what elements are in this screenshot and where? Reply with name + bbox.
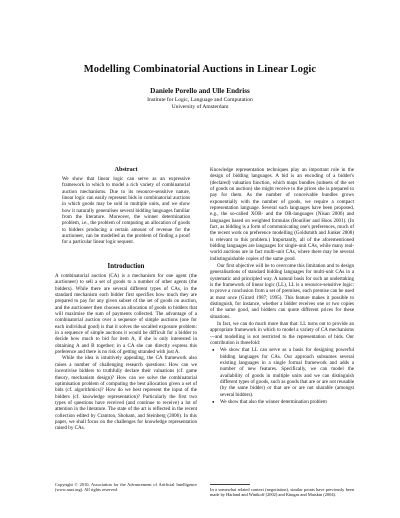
abstract-body <box>62 176 190 246</box>
copyright-notice: Copyright © 2010, Association for the Advancement of Artificial Intelligence (www.aaai.org). All rights reserved. <box>55 482 197 493</box>
paper-title: Modelling Combinatorial Auctions in Linear Logic <box>83 64 317 75</box>
affiliation-line-2: University of Amsterdam <box>171 104 229 110</box>
affiliation-line-1: Institute for Logic, Language and Computation <box>147 97 253 103</box>
footnote-rule <box>210 484 250 485</box>
contribution-list <box>210 347 354 405</box>
right-column-body <box>210 167 354 406</box>
contribution-item-2: ● We show that also the winner determination problem <box>220 399 354 405</box>
abstract-heading: Abstract <box>114 166 138 173</box>
paper-authors: Daniele Porello and Ulle Endriss <box>150 87 250 95</box>
footnote: In a somewhat related context (negotiation), similar points have previously been made by Harland and Winikoff (2002) and Küngas and Matskin (2004). <box>210 487 354 498</box>
introduction-heading: Introduction <box>107 263 145 270</box>
contribution-item-1: ● We show that LL can serve as a basis for designing powerful bidding languages for CAs. Our approach subsumes several existing languages in a single formal framework and adds a number of new features. Specifically, we can model the availability of goods in multiple units and we can distinguish different types of goods, such as goods that are or are not reusable (by the same bidder) or that are or are not sharable (amongst several bidders). <box>220 347 354 398</box>
abstract-text: We show that linear logic can serve as an expressive framework in which to model a rich variety of combinatorial auction mechanisms. Due to its resource-sensitive nature, linear logic can easily represent bids in combinatorial auctions in which goods may be sold in multiple units, and we show how it naturally generalises several bidding languages familiar from the literature. Moreover, the winner determination problem, i.e., the problem of computing an allocation of goods to bidders producing a certain amount of revenue for the auctioneer, can be modelled as the problem of finding a proof for a particular linear logic sequent. <box>62 176 190 246</box>
right-paragraph-2: Our first objective will be to overcome this limitation and to design generalisations of standard bidding languages for multi-unit CAs in a systematic and principled way. A natural basis for such an undertaking is the framework of linear logic (LL), LL is a resource-sensitive logic: to prove a conclusion from a set of premises, each premise can be used at most once (Girard 1987; 1995). This feature makes it possible to distinguish, for instance, whether a bidder receives one or two copies of the same good, and bidders can quote different prices for these situations. <box>210 262 354 320</box>
introduction-paragraph-2: While the idea is intuitively appealing, the CA framework also raises a number of challenging research questions: How can we incentivise bidders to truthfully declare their valuations (cf. game theory, mechanism design)? How can we solve the combinatorial optimisation problem of computing the best allocation given a set of bids (cf. algorithmics)? How do we best represent the input of the bidders (cf. knowledge representation)? Particularly the first two types of questions have received (and continue to receive) a lot of attention in the literature. The state of the art is reflected in the recent collection edited by Cramton, Shoham, and Steinberg (2006). In this paper, we shall focus on the challenges for knowledge representation raised by CAs. <box>55 355 197 432</box>
right-paragraph-3: In fact, we can do much more than that: LL turns out to provide an appropriate framework in which to model a variety of CA mechanisms—and modelling is not restricted to the representation of bids. Our contribution is threefold: <box>210 320 354 346</box>
introduction-body <box>55 273 197 432</box>
right-paragraph-1: Knowledge representation techniques play an important role in the design of bidding languages. A bid is an encoding of a bidder's (declared) valuation function, which maps bundles (subsets of the set of goods on auction) she might receive to the prices she is prepared to pay for them. As the number of conceivable bundles grows exponentially with the number of goods, we require a compact representation language. Several such languages have been proposed, e.g., the so-called XOR- and the OR-languages (Nisan 2006) and languages based on weighted formulas (Boutilier and Hoos 2001). (In fact, as bidding is a form of communicating one's preferences, much of the recent work on preference modelling (Goldsmith and Junker 2008) is relevant to this problem.) Importantly, all of the aforementioned bidding languages are languages for single-unit CAs, while many real-world auctions are in fact multi-unit CAs, where there may be several indistinguishable copies of the same good. <box>210 167 354 262</box>
introduction-paragraph-1: A combinatorial auction (CA) is a mechanism for one agent (the auctioneer) to sell a set of goods to a number of other agents (the bidders). While there are several different types of CAs, in the standard mechanism each bidder first specifies how much they are prepared to pay for any given subset of the set of goods on auction, and the auctioneer then chooses an allocation of goods to bidders that will maximise the sum of payments collected. The advantage of a combinatorial auction over a sequence of simple auctions (one for each individual good) is that it solves the socalled exposure problem: in a sequence of simple auctions it would be difficult for a bidder to decide how much to bid for item A, if she is only interested in obtaining A and B together; in a CA she can directly express this preference and there is no risk of getting stranded with just A. <box>55 273 197 356</box>
